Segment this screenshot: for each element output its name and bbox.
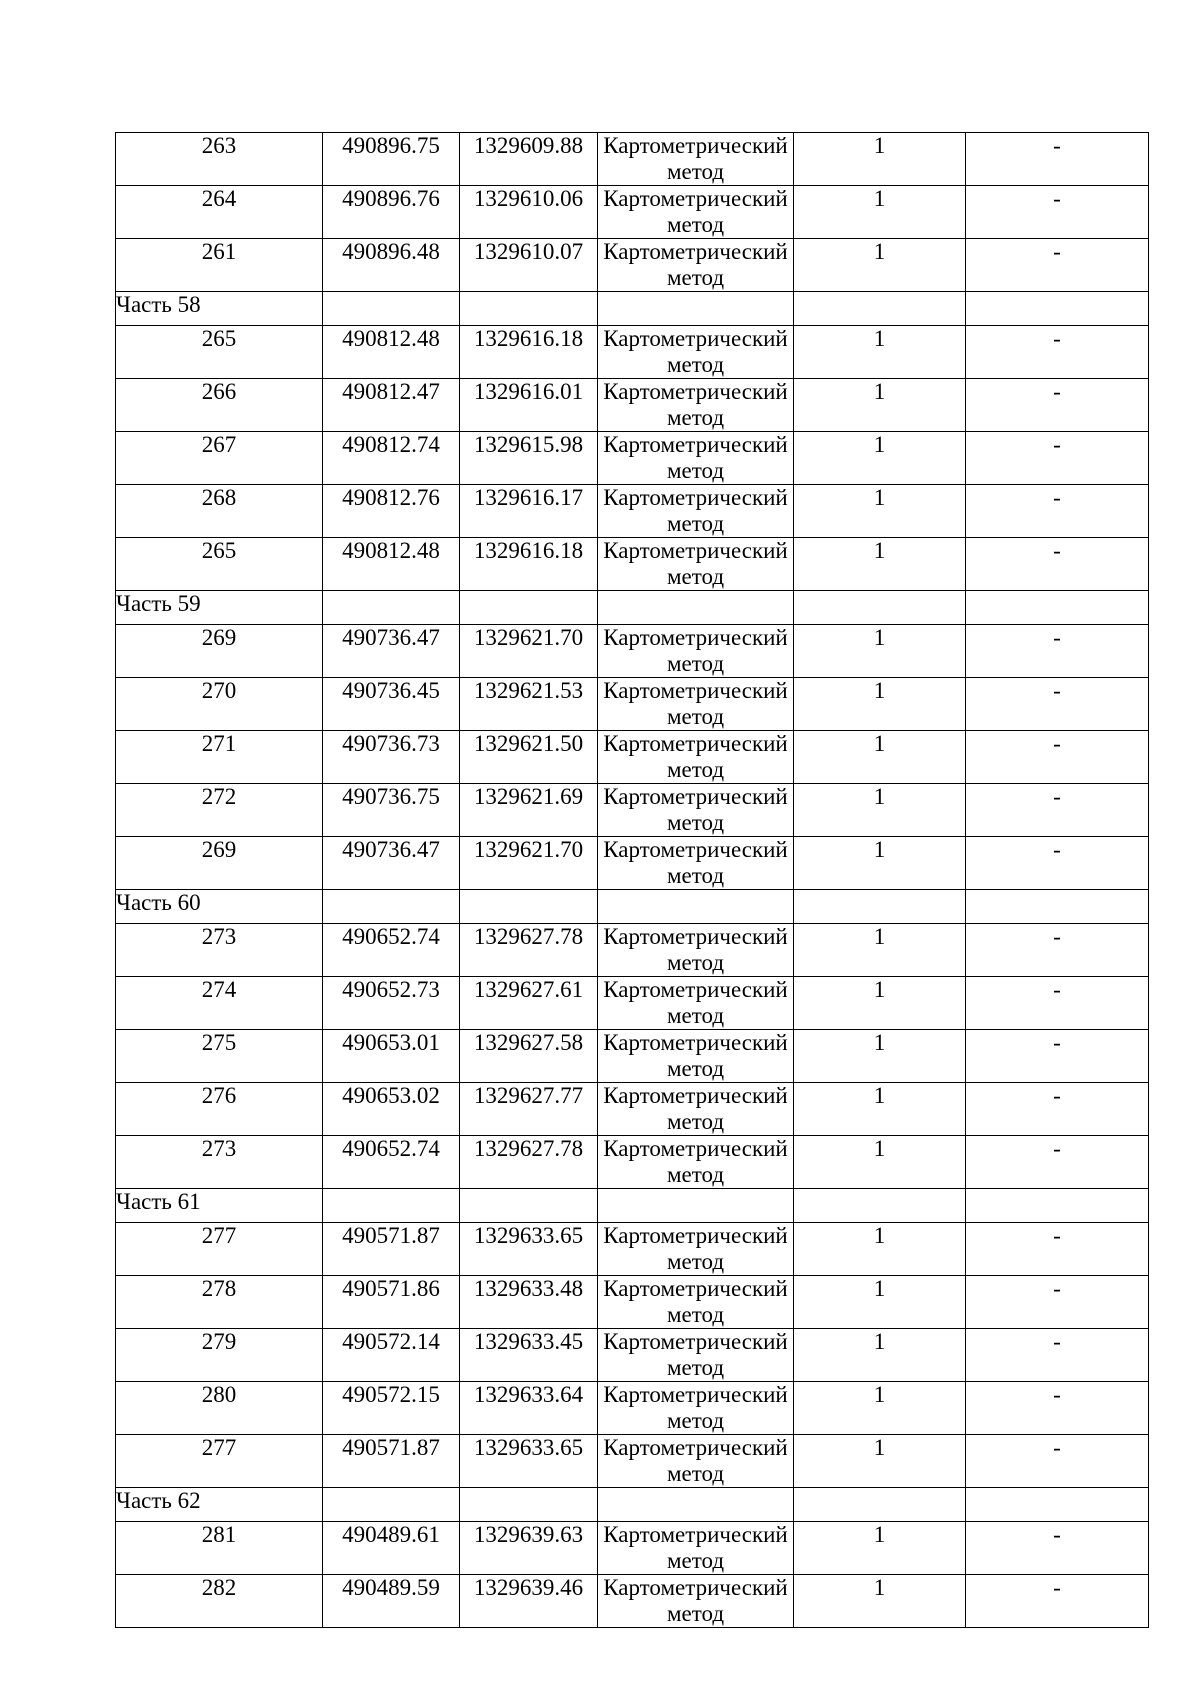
point-number-cell: 273 [116, 924, 323, 977]
method-cell [598, 186, 794, 239]
empty-cell [598, 890, 794, 924]
method-text-line: метод [666, 950, 725, 975]
error-cell: 1 [794, 837, 966, 890]
method-cell [598, 837, 794, 890]
method-text-line: метод [666, 352, 725, 377]
x-coordinate-cell: 490812.48 [323, 326, 460, 379]
method-text-line: метод [666, 1461, 725, 1486]
part-label: Часть 62 [116, 1488, 323, 1522]
table-row [116, 1136, 1149, 1189]
error-cell: 1 [794, 1223, 966, 1276]
method-text-line: Картометрический [603, 1083, 788, 1108]
empty-cell [794, 591, 966, 625]
method-text-line: Картометрический [603, 379, 788, 404]
method-text-line: Картометрический [603, 977, 788, 1002]
description-cell: - [966, 784, 1149, 837]
error-cell: 1 [794, 239, 966, 292]
point-number-cell: 264 [116, 186, 323, 239]
description-cell: - [966, 1382, 1149, 1435]
method-text-line: метод [666, 212, 725, 237]
y-coordinate-cell: 1329639.63 [460, 1522, 598, 1575]
table-row [116, 432, 1149, 485]
description-cell: - [966, 1276, 1149, 1329]
method-cell [598, 625, 794, 678]
error-cell: 1 [794, 1435, 966, 1488]
error-cell: 1 [794, 1136, 966, 1189]
empty-cell [966, 1189, 1149, 1223]
x-coordinate-cell: 490736.47 [323, 837, 460, 890]
x-coordinate-cell: 490896.75 [323, 133, 460, 186]
error-cell: 1 [794, 1276, 966, 1329]
table-row [116, 1276, 1149, 1329]
x-coordinate-cell: 490572.15 [323, 1382, 460, 1435]
x-coordinate-cell: 490896.48 [323, 239, 460, 292]
y-coordinate-cell: 1329633.65 [460, 1223, 598, 1276]
method-text-line: Картометрический [603, 432, 788, 457]
empty-cell [460, 1189, 598, 1223]
description-cell: - [966, 977, 1149, 1030]
table-row [116, 326, 1149, 379]
method-cell [598, 1223, 794, 1276]
method-text-line: метод [666, 863, 725, 888]
table-row [116, 239, 1149, 292]
table-row [116, 924, 1149, 977]
error-cell: 1 [794, 1083, 966, 1136]
method-text-line: Картометрический [603, 133, 788, 158]
description-cell: - [966, 924, 1149, 977]
y-coordinate-cell: 1329610.06 [460, 186, 598, 239]
method-text-line: Картометрический [603, 1522, 788, 1547]
x-coordinate-cell: 490571.86 [323, 1276, 460, 1329]
part-label: Часть 61 [116, 1189, 323, 1223]
y-coordinate-cell: 1329615.98 [460, 432, 598, 485]
method-text-line: метод [666, 1109, 725, 1134]
description-cell: - [966, 1083, 1149, 1136]
point-number-cell: 279 [116, 1329, 323, 1382]
error-cell: 1 [794, 924, 966, 977]
empty-cell [794, 890, 966, 924]
error-cell: 1 [794, 538, 966, 591]
method-text-line: метод [666, 704, 725, 729]
x-coordinate-cell: 490653.01 [323, 1030, 460, 1083]
table-row [116, 1575, 1149, 1628]
coordinates-table-body [116, 133, 1149, 1628]
description-cell: - [966, 432, 1149, 485]
method-text-line: метод [666, 1601, 725, 1626]
method-cell [598, 1030, 794, 1083]
method-cell [598, 1329, 794, 1382]
empty-cell [323, 591, 460, 625]
method-cell [598, 1435, 794, 1488]
point-number-cell: 269 [116, 625, 323, 678]
method-cell [598, 1276, 794, 1329]
part-header-row [116, 591, 1149, 625]
method-text-line: Картометрический [603, 1575, 788, 1600]
point-number-cell: 270 [116, 678, 323, 731]
y-coordinate-cell: 1329616.01 [460, 379, 598, 432]
y-coordinate-cell: 1329633.48 [460, 1276, 598, 1329]
error-cell: 1 [794, 625, 966, 678]
point-number-cell: 275 [116, 1030, 323, 1083]
point-number-cell: 261 [116, 239, 323, 292]
table-row [116, 977, 1149, 1030]
error-cell: 1 [794, 784, 966, 837]
method-text-line: метод [666, 651, 725, 676]
description-cell: - [966, 678, 1149, 731]
y-coordinate-cell: 1329627.61 [460, 977, 598, 1030]
method-text-line: Картометрический [603, 1382, 788, 1407]
method-text-line: Картометрический [603, 625, 788, 650]
description-cell: - [966, 133, 1149, 186]
x-coordinate-cell: 490896.76 [323, 186, 460, 239]
point-number-cell: 272 [116, 784, 323, 837]
table-row [116, 678, 1149, 731]
method-text-line: метод [666, 1302, 725, 1327]
error-cell: 1 [794, 1030, 966, 1083]
x-coordinate-cell: 490489.59 [323, 1575, 460, 1628]
method-cell [598, 1083, 794, 1136]
table-row [116, 837, 1149, 890]
table-row [116, 485, 1149, 538]
y-coordinate-cell: 1329633.64 [460, 1382, 598, 1435]
method-text-line: Картометрический [603, 731, 788, 756]
method-text-line: метод [666, 1249, 725, 1274]
method-text-line: метод [666, 405, 725, 430]
method-text-line: Картометрический [603, 239, 788, 264]
description-cell: - [966, 538, 1149, 591]
description-cell: - [966, 1223, 1149, 1276]
description-cell: - [966, 1329, 1149, 1382]
x-coordinate-cell: 490652.74 [323, 1136, 460, 1189]
point-number-cell: 274 [116, 977, 323, 1030]
x-coordinate-cell: 490812.76 [323, 485, 460, 538]
description-cell: - [966, 379, 1149, 432]
point-number-cell: 265 [116, 538, 323, 591]
table-row [116, 1382, 1149, 1435]
y-coordinate-cell: 1329610.07 [460, 239, 598, 292]
method-cell [598, 485, 794, 538]
x-coordinate-cell: 490572.14 [323, 1329, 460, 1382]
y-coordinate-cell: 1329621.70 [460, 837, 598, 890]
table-row [116, 625, 1149, 678]
method-text-line: метод [666, 159, 725, 184]
y-coordinate-cell: 1329627.58 [460, 1030, 598, 1083]
method-text-line: метод [666, 1355, 725, 1380]
table-row [116, 538, 1149, 591]
error-cell: 1 [794, 1575, 966, 1628]
point-number-cell: 269 [116, 837, 323, 890]
description-cell: - [966, 625, 1149, 678]
method-text-line: Картометрический [603, 326, 788, 351]
method-text-line: метод [666, 265, 725, 290]
error-cell: 1 [794, 731, 966, 784]
coordinates-table [115, 132, 1149, 1628]
method-text-line: Картометрический [603, 1435, 788, 1460]
method-cell [598, 977, 794, 1030]
method-text-line: метод [666, 1408, 725, 1433]
description-cell: - [966, 239, 1149, 292]
table-row [116, 1223, 1149, 1276]
method-text-line: Картометрический [603, 1136, 788, 1161]
empty-cell [323, 1189, 460, 1223]
empty-cell [460, 890, 598, 924]
method-text-line: метод [666, 1162, 725, 1187]
table-row [116, 379, 1149, 432]
method-cell [598, 731, 794, 784]
empty-cell [598, 1189, 794, 1223]
empty-cell [794, 1189, 966, 1223]
table-row [116, 1435, 1149, 1488]
x-coordinate-cell: 490812.48 [323, 538, 460, 591]
y-coordinate-cell: 1329627.77 [460, 1083, 598, 1136]
point-number-cell: 281 [116, 1522, 323, 1575]
error-cell: 1 [794, 1522, 966, 1575]
table-row [116, 133, 1149, 186]
error-cell: 1 [794, 678, 966, 731]
error-cell: 1 [794, 432, 966, 485]
table-row [116, 1030, 1149, 1083]
method-text-line: Картометрический [603, 186, 788, 211]
description-cell: - [966, 731, 1149, 784]
empty-cell [966, 1488, 1149, 1522]
empty-cell [966, 890, 1149, 924]
description-cell: - [966, 186, 1149, 239]
y-coordinate-cell: 1329616.18 [460, 538, 598, 591]
method-text-line: метод [666, 757, 725, 782]
empty-cell [323, 292, 460, 326]
empty-cell [460, 591, 598, 625]
description-cell: - [966, 326, 1149, 379]
x-coordinate-cell: 490652.73 [323, 977, 460, 1030]
point-number-cell: 266 [116, 379, 323, 432]
y-coordinate-cell: 1329633.45 [460, 1329, 598, 1382]
error-cell: 1 [794, 326, 966, 379]
method-cell [598, 1382, 794, 1435]
point-number-cell: 278 [116, 1276, 323, 1329]
empty-cell [598, 591, 794, 625]
part-header-row [116, 1488, 1149, 1522]
method-text-line: метод [666, 1003, 725, 1028]
method-cell [598, 1575, 794, 1628]
method-text-line: метод [666, 1056, 725, 1081]
x-coordinate-cell: 490653.02 [323, 1083, 460, 1136]
error-cell: 1 [794, 133, 966, 186]
method-text-line: Картометрический [603, 1030, 788, 1055]
method-cell [598, 1522, 794, 1575]
y-coordinate-cell: 1329621.53 [460, 678, 598, 731]
description-cell: - [966, 1575, 1149, 1628]
part-label: Часть 59 [116, 591, 323, 625]
x-coordinate-cell: 490571.87 [323, 1223, 460, 1276]
point-number-cell: 277 [116, 1223, 323, 1276]
error-cell: 1 [794, 485, 966, 538]
y-coordinate-cell: 1329616.18 [460, 326, 598, 379]
part-header-row [116, 292, 1149, 326]
method-cell [598, 538, 794, 591]
method-text-line: Картометрический [603, 485, 788, 510]
method-text-line: Картометрический [603, 784, 788, 809]
method-text-line: метод [666, 458, 725, 483]
empty-cell [323, 1488, 460, 1522]
x-coordinate-cell: 490812.47 [323, 379, 460, 432]
x-coordinate-cell: 490736.47 [323, 625, 460, 678]
empty-cell [794, 292, 966, 326]
method-cell [598, 432, 794, 485]
error-cell: 1 [794, 379, 966, 432]
table-row [116, 784, 1149, 837]
x-coordinate-cell: 490736.45 [323, 678, 460, 731]
method-text-line: Картометрический [603, 924, 788, 949]
table-row [116, 1083, 1149, 1136]
part-header-row [116, 890, 1149, 924]
y-coordinate-cell: 1329633.65 [460, 1435, 598, 1488]
method-text-line: метод [666, 564, 725, 589]
description-cell: - [966, 1522, 1149, 1575]
table-row [116, 731, 1149, 784]
error-cell: 1 [794, 186, 966, 239]
empty-cell [598, 1488, 794, 1522]
x-coordinate-cell: 490571.87 [323, 1435, 460, 1488]
point-number-cell: 265 [116, 326, 323, 379]
point-number-cell: 282 [116, 1575, 323, 1628]
part-header-row [116, 1189, 1149, 1223]
method-cell [598, 924, 794, 977]
empty-cell [966, 591, 1149, 625]
point-number-cell: 280 [116, 1382, 323, 1435]
method-text-line: метод [666, 511, 725, 536]
point-number-cell: 277 [116, 1435, 323, 1488]
point-number-cell: 273 [116, 1136, 323, 1189]
y-coordinate-cell: 1329621.69 [460, 784, 598, 837]
method-text-line: метод [666, 1548, 725, 1573]
method-text-line: Картометрический [603, 1329, 788, 1354]
description-cell: - [966, 485, 1149, 538]
x-coordinate-cell: 490489.61 [323, 1522, 460, 1575]
y-coordinate-cell: 1329627.78 [460, 924, 598, 977]
y-coordinate-cell: 1329609.88 [460, 133, 598, 186]
description-cell: - [966, 1435, 1149, 1488]
error-cell: 1 [794, 1382, 966, 1435]
empty-cell [794, 1488, 966, 1522]
method-cell [598, 1136, 794, 1189]
table-row [116, 186, 1149, 239]
method-cell [598, 133, 794, 186]
y-coordinate-cell: 1329627.78 [460, 1136, 598, 1189]
point-number-cell: 271 [116, 731, 323, 784]
empty-cell [966, 292, 1149, 326]
y-coordinate-cell: 1329621.50 [460, 731, 598, 784]
empty-cell [460, 1488, 598, 1522]
point-number-cell: 268 [116, 485, 323, 538]
error-cell: 1 [794, 1329, 966, 1382]
table-row [116, 1522, 1149, 1575]
method-text-line: Картометрический [603, 1276, 788, 1301]
method-cell [598, 678, 794, 731]
x-coordinate-cell: 490736.75 [323, 784, 460, 837]
method-cell [598, 239, 794, 292]
x-coordinate-cell: 490736.73 [323, 731, 460, 784]
method-cell [598, 784, 794, 837]
description-cell: - [966, 837, 1149, 890]
x-coordinate-cell: 490652.74 [323, 924, 460, 977]
error-cell: 1 [794, 977, 966, 1030]
y-coordinate-cell: 1329621.70 [460, 625, 598, 678]
method-text-line: метод [666, 810, 725, 835]
description-cell: - [966, 1030, 1149, 1083]
empty-cell [598, 292, 794, 326]
y-coordinate-cell: 1329616.17 [460, 485, 598, 538]
method-cell [598, 326, 794, 379]
method-cell [598, 379, 794, 432]
empty-cell [460, 292, 598, 326]
point-number-cell: 263 [116, 133, 323, 186]
method-text-line: Картометрический [603, 538, 788, 563]
point-number-cell: 276 [116, 1083, 323, 1136]
point-number-cell: 267 [116, 432, 323, 485]
method-text-line: Картометрический [603, 1223, 788, 1248]
method-text-line: Картометрический [603, 678, 788, 703]
description-cell: - [966, 1136, 1149, 1189]
part-label: Часть 58 [116, 292, 323, 326]
table-row [116, 1329, 1149, 1382]
method-text-line: Картометрический [603, 837, 788, 862]
empty-cell [323, 890, 460, 924]
x-coordinate-cell: 490812.74 [323, 432, 460, 485]
part-label: Часть 60 [116, 890, 323, 924]
y-coordinate-cell: 1329639.46 [460, 1575, 598, 1628]
